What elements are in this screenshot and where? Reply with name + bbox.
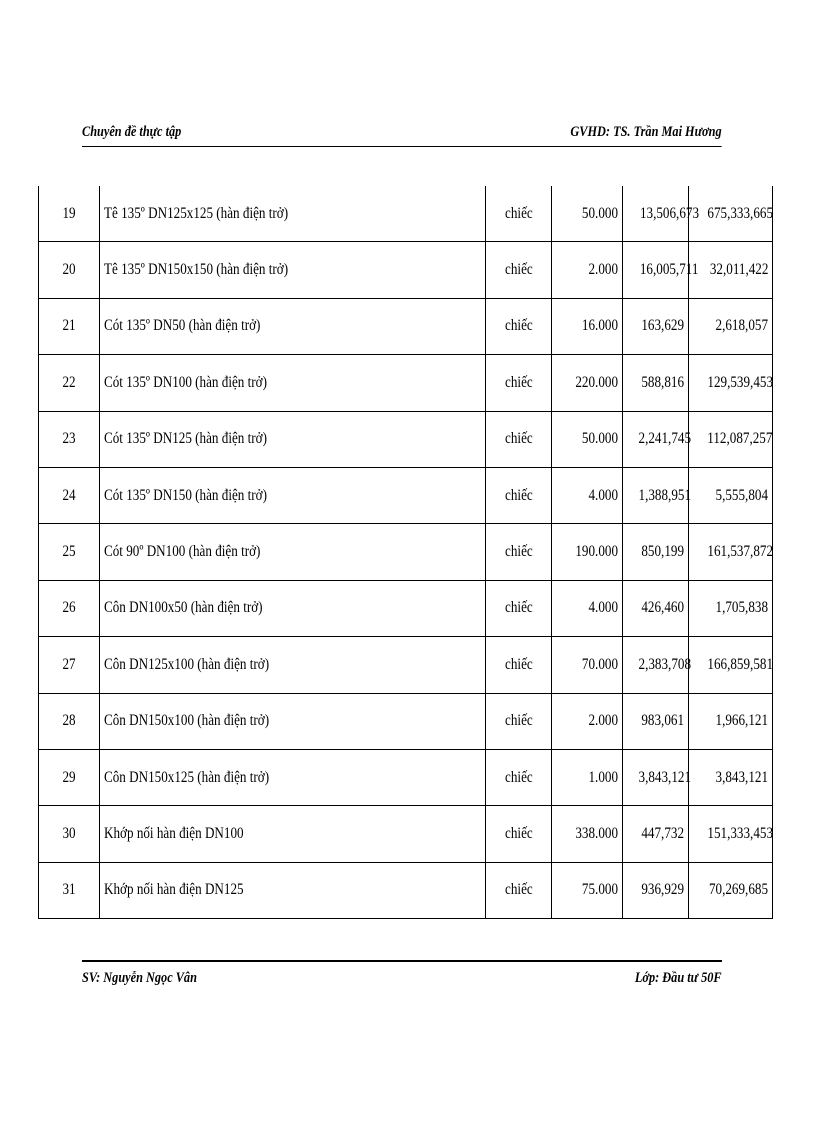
item-unit: chiếc (486, 580, 552, 636)
item-quantity: 1.000 (552, 749, 623, 805)
page-footer (82, 960, 722, 992)
item-unit-price: 936,929 (623, 862, 689, 918)
item-unit: chiếc (486, 467, 552, 523)
item-total: 70,269,685 (689, 862, 773, 918)
item-name: Tê 135º DN125x125 (hàn điện trở) (100, 186, 486, 242)
item-unit-price: 588,816 (623, 355, 689, 411)
item-name: Côn DN125x100 (hàn điện trở) (100, 637, 486, 693)
table-row (39, 749, 773, 805)
item-unit: chiếc (486, 637, 552, 693)
header-title: Chuyên đề thực tập (82, 124, 182, 140)
item-unit-price: 2,383,708 (623, 637, 689, 693)
table-row (39, 862, 773, 918)
item-unit: chiếc (486, 806, 552, 862)
item-total: 161,537,872 (689, 524, 773, 580)
table-row (39, 806, 773, 862)
item-quantity: 75.000 (552, 862, 623, 918)
item-quantity: 220.000 (552, 355, 623, 411)
item-quantity: 50.000 (552, 186, 623, 242)
table-row (39, 411, 773, 467)
item-unit-price: 163,629 (623, 298, 689, 354)
item-unit-price: 983,061 (623, 693, 689, 749)
item-total: 32,011,422 (689, 242, 773, 298)
item-name: Khớp nối hàn điện DN125 (100, 862, 486, 918)
item-total: 2,618,057 (689, 298, 773, 354)
item-total: 112,087,257 (689, 411, 773, 467)
item-name: Khớp nối hàn điện DN100 (100, 806, 486, 862)
row-number: 21 (39, 298, 100, 354)
row-number: 27 (39, 637, 100, 693)
item-unit: chiếc (486, 186, 552, 242)
item-quantity: 2.000 (552, 242, 623, 298)
item-name: Côn DN100x50 (hàn điện trở) (100, 580, 486, 636)
item-total: 151,333,453 (689, 806, 773, 862)
item-unit: chiếc (486, 411, 552, 467)
item-unit: chiếc (486, 298, 552, 354)
item-total: 3,843,121 (689, 749, 773, 805)
item-unit-price: 2,241,745 (623, 411, 689, 467)
item-name: Cót 135º DN150 (hàn điện trở) (100, 467, 486, 523)
item-name: Cót 135º DN50 (hàn điện trở) (100, 298, 486, 354)
row-number: 20 (39, 242, 100, 298)
item-unit-price: 16,005,711 (623, 242, 689, 298)
item-quantity: 50.000 (552, 411, 623, 467)
row-number: 24 (39, 467, 100, 523)
row-number: 26 (39, 580, 100, 636)
item-total: 1,966,121 (689, 693, 773, 749)
table-row (39, 693, 773, 749)
item-unit-price: 13,506,673 (623, 186, 689, 242)
page-header (82, 124, 722, 147)
footer-class: Lớp: Đầu tư 50F (634, 970, 722, 986)
item-total: 675,333,665 (689, 186, 773, 242)
item-total: 129,539,453 (689, 355, 773, 411)
header-advisor: GVHD: TS. Trần Mai Hương (570, 124, 722, 140)
table-row (39, 524, 773, 580)
item-unit: chiếc (486, 693, 552, 749)
table-row (39, 637, 773, 693)
item-total: 1,705,838 (689, 580, 773, 636)
item-unit: chiếc (486, 242, 552, 298)
item-name: Côn DN150x100 (hàn điện trở) (100, 693, 486, 749)
row-number: 31 (39, 862, 100, 918)
item-name: Cót 135º DN125 (hàn điện trở) (100, 411, 486, 467)
table-row (39, 355, 773, 411)
item-quantity: 338.000 (552, 806, 623, 862)
table-row (39, 298, 773, 354)
item-quantity: 190.000 (552, 524, 623, 580)
item-unit: chiếc (486, 355, 552, 411)
item-total: 166,859,581 (689, 637, 773, 693)
item-unit-price: 447,732 (623, 806, 689, 862)
table-row (39, 580, 773, 636)
item-quantity: 4.000 (552, 467, 623, 523)
item-quantity: 16.000 (552, 298, 623, 354)
item-unit-price: 426,460 (623, 580, 689, 636)
item-name: Côn DN150x125 (hàn điện trở) (100, 749, 486, 805)
row-number: 22 (39, 355, 100, 411)
item-unit-price: 1,388,951 (623, 467, 689, 523)
item-name: Cót 90º DN100 (hàn điện trở) (100, 524, 486, 580)
row-number: 23 (39, 411, 100, 467)
item-unit: chiếc (486, 862, 552, 918)
row-number: 29 (39, 749, 100, 805)
item-quantity: 70.000 (552, 637, 623, 693)
row-number: 28 (39, 693, 100, 749)
item-name: Cót 135º DN100 (hàn điện trở) (100, 355, 486, 411)
item-unit-price: 850,199 (623, 524, 689, 580)
row-number: 19 (39, 186, 100, 242)
item-quantity: 4.000 (552, 580, 623, 636)
row-number: 30 (39, 806, 100, 862)
footer-student: SV: Nguyễn Ngọc Vân (82, 970, 197, 986)
materials-table (38, 186, 773, 919)
table-row (39, 467, 773, 523)
item-total: 5,555,804 (689, 467, 773, 523)
item-quantity: 2.000 (552, 693, 623, 749)
table-row (39, 242, 773, 298)
item-unit: chiếc (486, 524, 552, 580)
table-row (39, 186, 773, 242)
item-name: Tê 135º DN150x150 (hàn điện trở) (100, 242, 486, 298)
item-unit: chiếc (486, 749, 552, 805)
item-unit-price: 3,843,121 (623, 749, 689, 805)
row-number: 25 (39, 524, 100, 580)
